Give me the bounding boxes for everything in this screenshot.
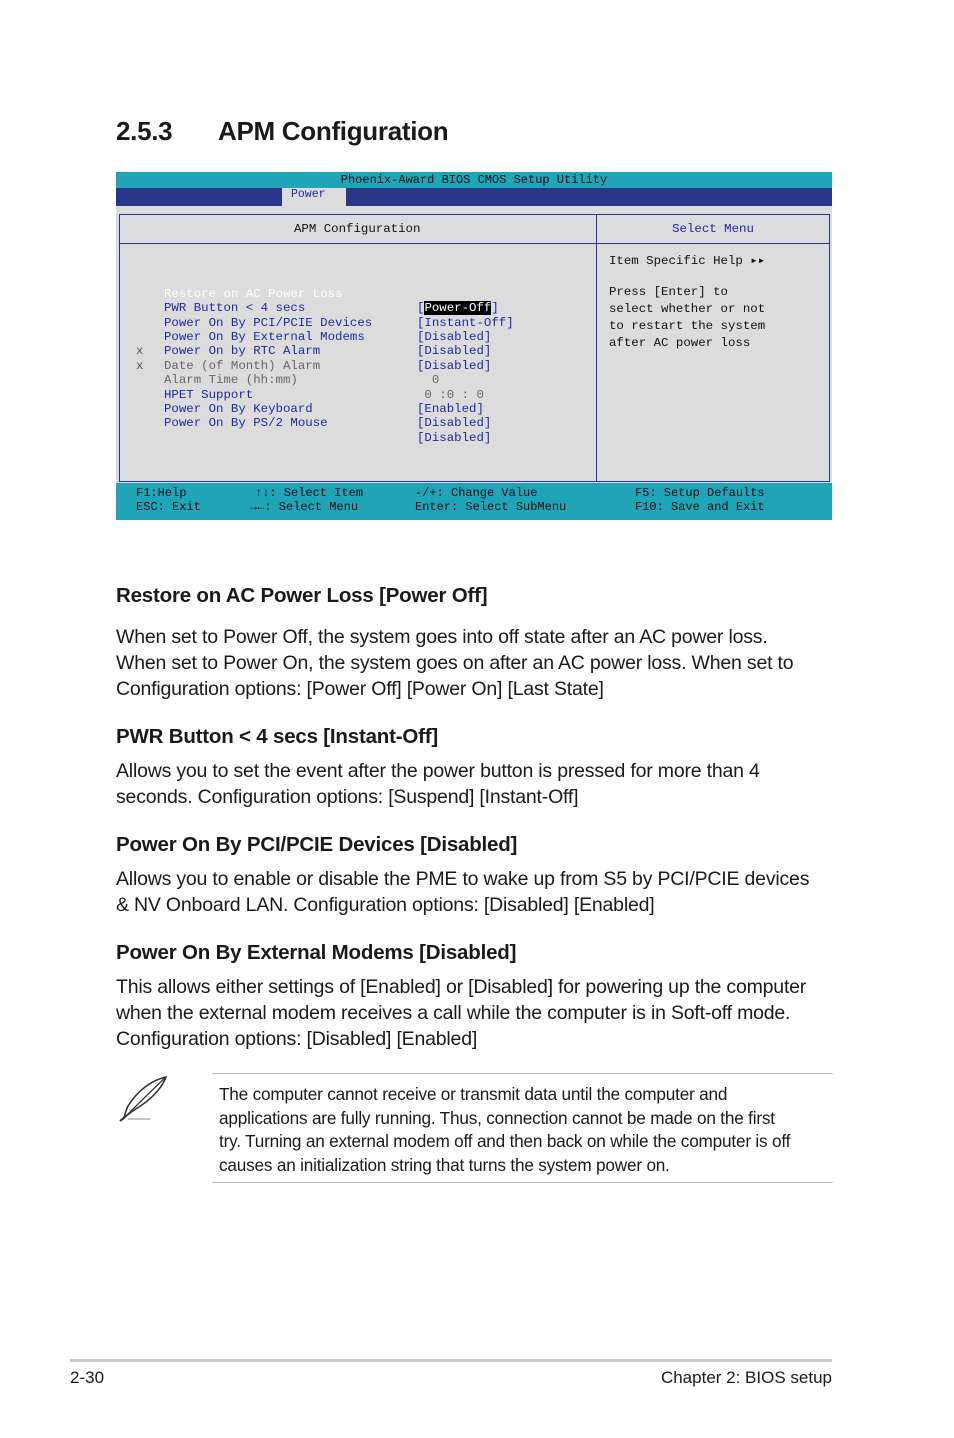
section-title bbox=[116, 116, 448, 147]
help-text: Item Specific Help ▸▸ Press [Enter] to select whether or not to restart the system after AC power loss bbox=[609, 254, 766, 350]
key-f5: F5: Setup Defaults bbox=[635, 486, 765, 500]
selected-value: Power-Off bbox=[424, 301, 492, 316]
bios-settings-pane bbox=[119, 214, 597, 482]
bios-help-pane bbox=[597, 214, 830, 482]
help-title: Select Menu bbox=[597, 215, 829, 244]
tab-power[interactable]: Power bbox=[282, 188, 346, 206]
bios-item-pci-pcie[interactable]: Power On By PCI/PCIE Devices [Disabled] bbox=[164, 315, 492, 344]
key-f1: F1:Help bbox=[136, 486, 187, 500]
page-number: 2-30 bbox=[70, 1368, 105, 1387]
bios-key-legend bbox=[116, 483, 832, 520]
para-restore-ac: When set to Power Off, the system goes into off state after an AC power loss. When set to Power On, the system goes on after an AC power loss. When set to Configuration options: [Power Off] [Power On] [Last State] bbox=[116, 626, 794, 700]
key-f10: F10: Save and Exit bbox=[635, 500, 765, 514]
bios-title-bar: Phoenix-Award BIOS CMOS Setup Utility bbox=[116, 172, 832, 188]
bios-item-ps2-mouse[interactable]: Power On By PS/2 Mouse [Disabled] bbox=[164, 416, 492, 445]
bios-item-restore-ac[interactable]: Restore on AC Power Loss [Power-Off] bbox=[164, 286, 499, 316]
note-text: The computer cannot receive or transmit data until the computer and applications are fully running. Thus, connection cannot be made on the first try. Turning an external modem off and then back on while the computer is off causes an initialization string that turns the system power on. bbox=[219, 1084, 791, 1175]
bios-item-keyboard[interactable]: Power On By Keyboard [Disabled] bbox=[164, 401, 492, 431]
para-external-modems: This allows either settings of [Enabled] or [Disabled] for powering up the computer when the external modem receives a call while the computer is in Soft-off mode. Configuration options: [Disabled] [Enabled] bbox=[116, 976, 807, 1050]
key-change: -/+: Change Value bbox=[415, 486, 538, 500]
key-updown: ↑↓: Select Item bbox=[255, 486, 364, 500]
bios-item-external-modems[interactable]: Power On By External Modems [Disabled] bbox=[164, 329, 492, 359]
feather-pen-icon bbox=[116, 1074, 170, 1124]
footer-divider bbox=[70, 1359, 832, 1362]
key-esc: ESC: Exit bbox=[136, 500, 201, 514]
bios-item-date-alarm: x Date (of Month) Alarm 0 bbox=[136, 344, 440, 388]
para-pci-pcie: Allows you to enable or disable the PME to wake up from S5 by PCI/PCIE devices & NV Onboard LAN. Configuration options: [Disabled] [Enabled] bbox=[116, 868, 810, 916]
para-pwr-button: Allows you to set the event after the power button is pressed for more than 4 seconds. Configuration options: [Suspend] [Instant-Off] bbox=[116, 760, 760, 808]
heading-external-modems: Power On By External Modems [Disabled] bbox=[116, 941, 517, 964]
heading-pci-pcie: Power On By PCI/PCIE Devices [Disabled] bbox=[116, 833, 518, 856]
section-number: 2.5.3 bbox=[116, 116, 173, 146]
key-enter: Enter: Select SubMenu bbox=[415, 500, 567, 514]
bios-item-list bbox=[136, 258, 514, 445]
bios-item-alarm-time: x Alarm Time (hh:mm) 0 :0 : 0 bbox=[136, 358, 484, 402]
heading-restore-ac: Restore on AC Power Loss [Power Off] bbox=[116, 584, 488, 607]
key-leftright: →←: Select Menu bbox=[250, 500, 359, 514]
bios-screenshot bbox=[116, 172, 832, 520]
pane-title: APM Configuration bbox=[120, 215, 596, 244]
bios-menu-bar bbox=[116, 188, 832, 206]
chapter-label: Chapter 2: BIOS setup bbox=[660, 1368, 832, 1387]
note-box bbox=[212, 1073, 833, 1183]
heading-pwr-button: PWR Button < 4 secs [Instant-Off] bbox=[116, 725, 438, 748]
bios-item-rtc-alarm[interactable]: Power On by RTC Alarm [Disabled] bbox=[164, 344, 492, 373]
section-heading: APM Configuration bbox=[218, 116, 449, 146]
bios-item-hpet[interactable]: HPET Support [Enabled] bbox=[164, 387, 484, 416]
bios-item-pwr-button[interactable]: PWR Button < 4 secs [Instant-Off] bbox=[164, 301, 514, 330]
